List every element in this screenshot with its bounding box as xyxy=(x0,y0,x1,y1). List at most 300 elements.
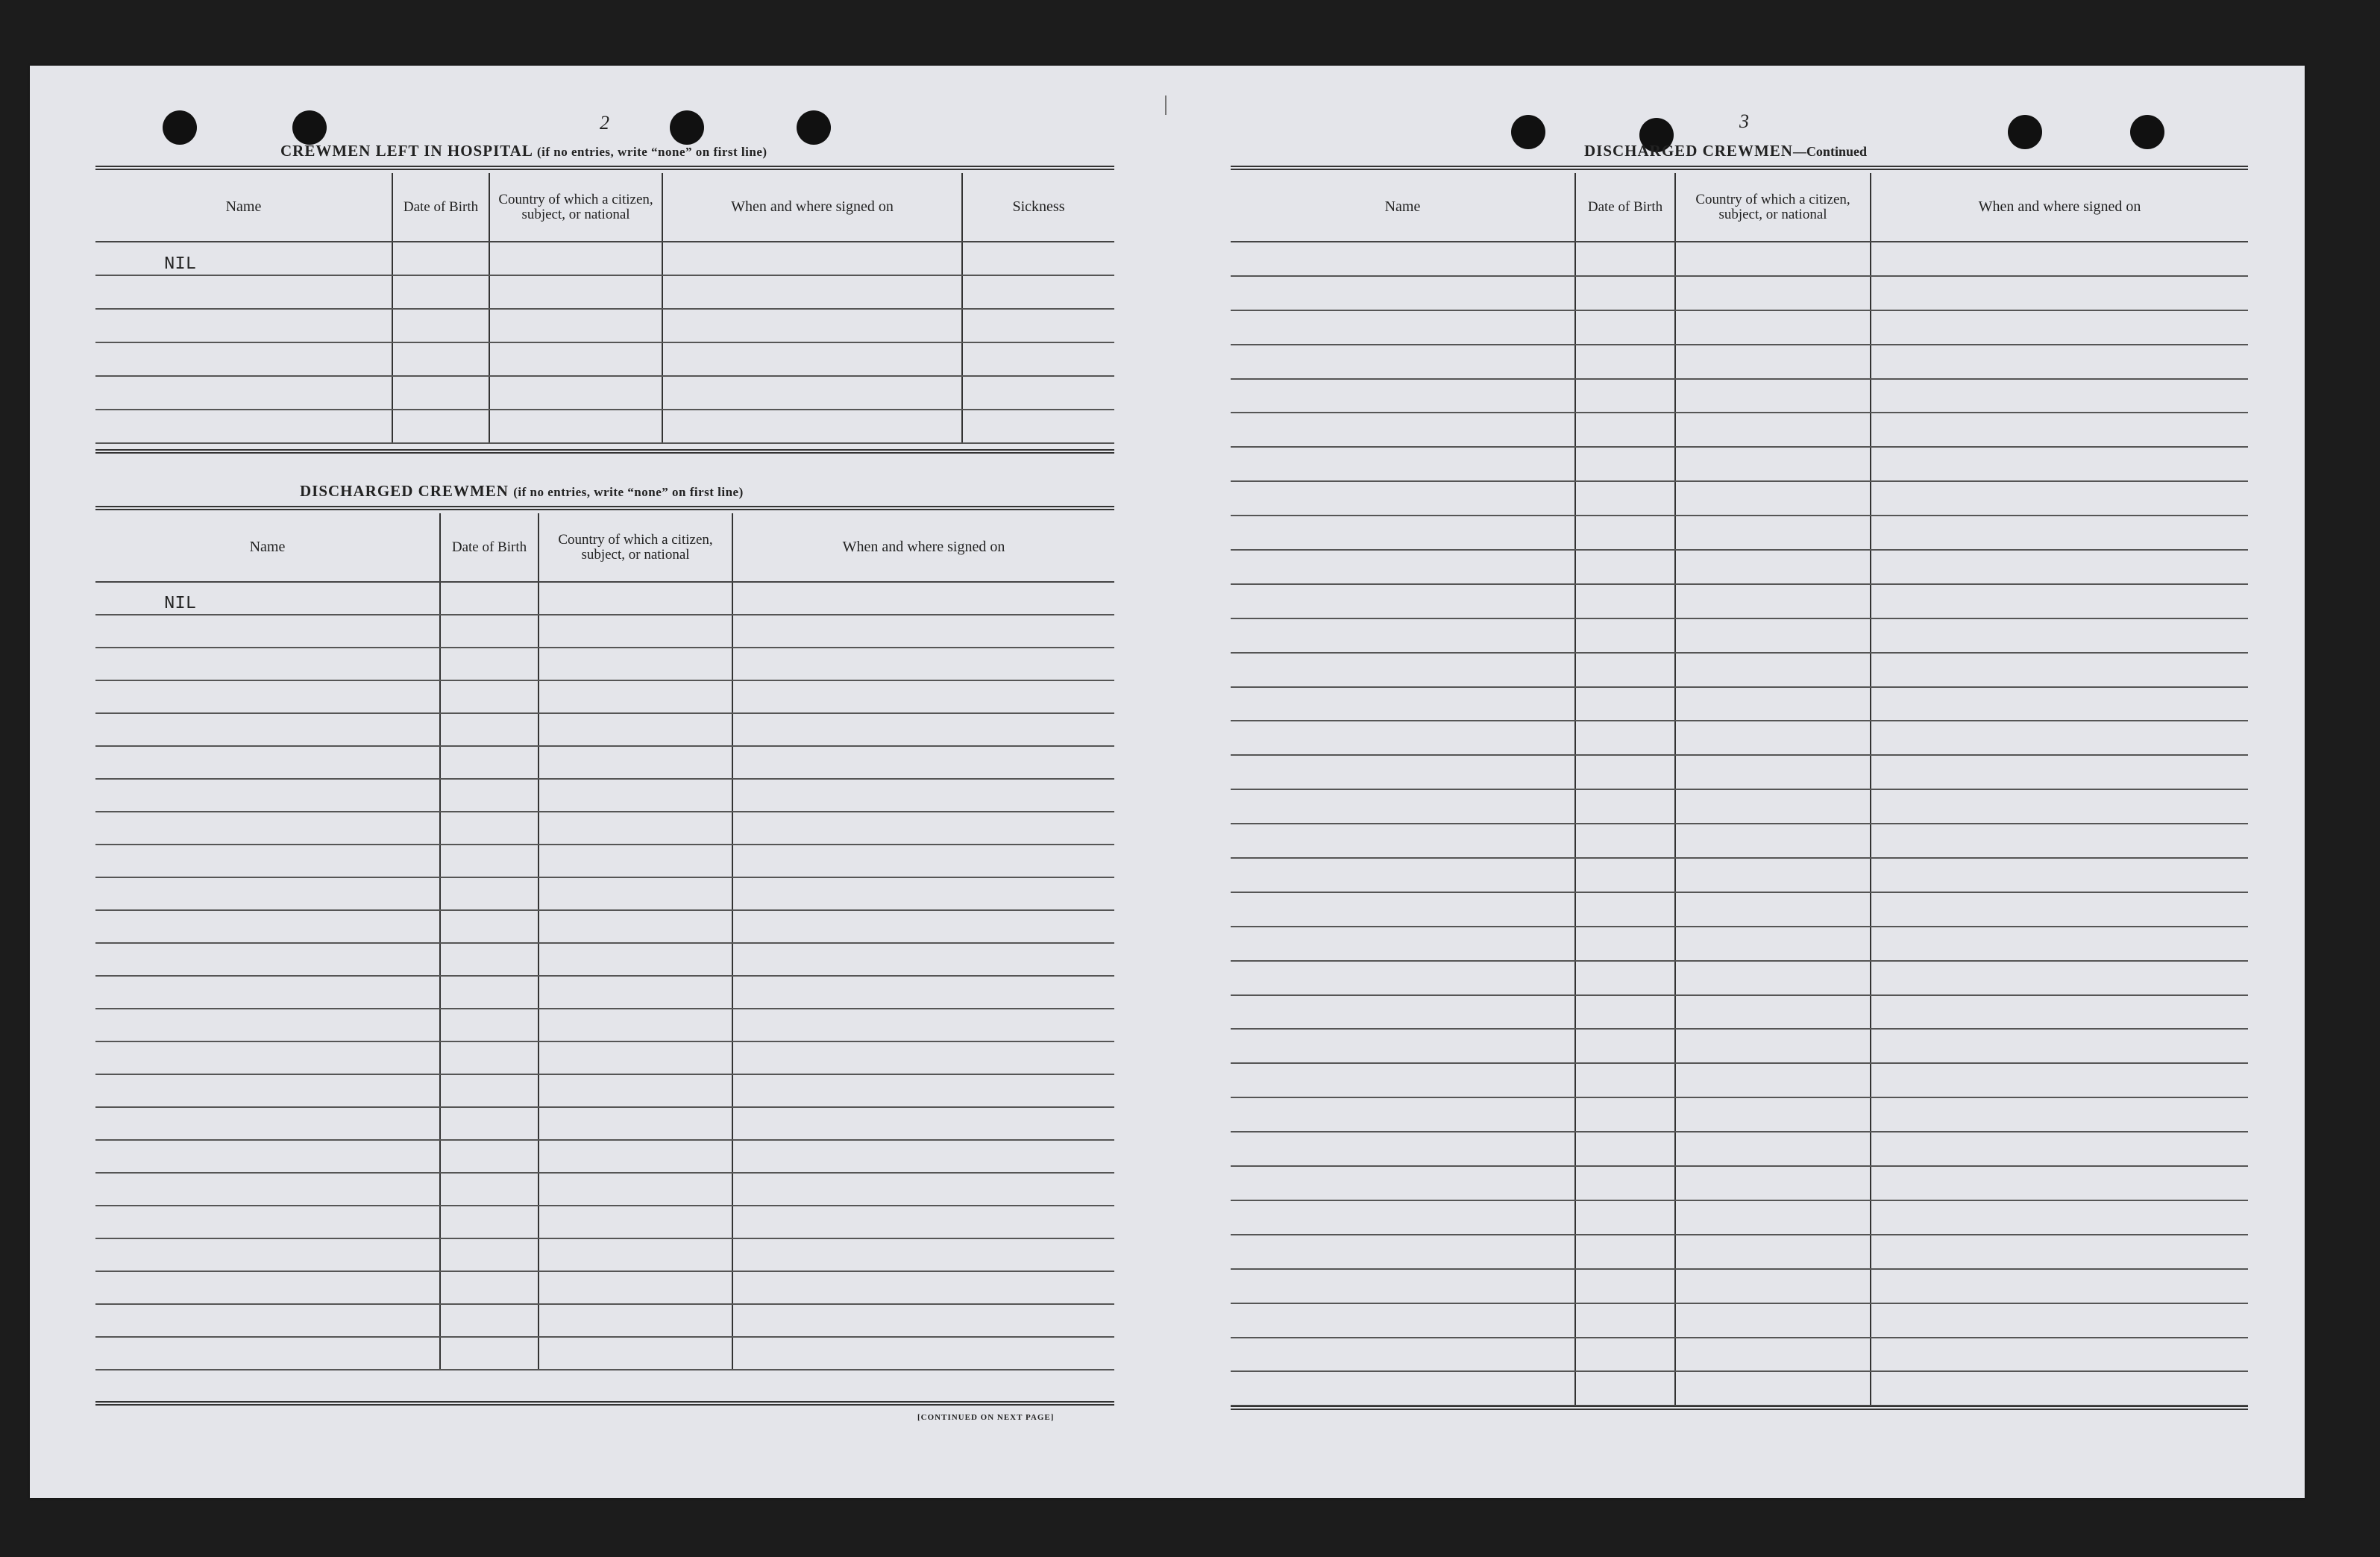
table-row xyxy=(95,1173,1114,1206)
table-cell xyxy=(1871,345,2248,379)
table-cell xyxy=(732,779,1114,812)
table-cell xyxy=(95,1238,440,1271)
table-cell xyxy=(440,1337,539,1370)
table-row xyxy=(95,275,1114,309)
table-row xyxy=(95,1009,1114,1041)
table-cell xyxy=(732,877,1114,910)
table-cell xyxy=(539,1074,732,1107)
rule-double xyxy=(95,1401,1114,1406)
table-cell xyxy=(1871,653,2248,687)
table-row xyxy=(95,877,1114,910)
table-cell xyxy=(732,1238,1114,1271)
table-cell xyxy=(1871,1200,2248,1235)
table-cell xyxy=(1231,1235,1575,1269)
continued-footnote: [CONTINUED ON NEXT PAGE] xyxy=(917,1413,1055,1422)
table-row xyxy=(95,376,1114,410)
table-cell xyxy=(1575,755,1675,789)
table-cell xyxy=(539,1206,732,1238)
table-cell xyxy=(95,1140,440,1173)
table-cell xyxy=(1675,721,1871,755)
table-cell xyxy=(1231,1303,1575,1338)
table-cell xyxy=(1231,379,1575,413)
table-cell xyxy=(440,680,539,713)
discharged-continued-title xyxy=(1584,142,1867,160)
table-cell xyxy=(539,1107,732,1140)
table-cell xyxy=(732,1140,1114,1173)
table-cell xyxy=(1675,755,1871,789)
header-country: Country of which a citizen, subject, or national xyxy=(489,173,662,242)
table-row xyxy=(1231,1097,2248,1132)
table-row xyxy=(1231,550,2248,584)
table-cell xyxy=(1231,618,1575,653)
table-cell xyxy=(1871,447,2248,481)
table-cell xyxy=(539,877,732,910)
table-row xyxy=(1231,1029,2248,1063)
discharged-continued-table xyxy=(1231,173,2248,1406)
table-cell xyxy=(1675,447,1871,481)
table-cell xyxy=(1231,345,1575,379)
table-cell xyxy=(440,1238,539,1271)
table-cell xyxy=(392,275,489,309)
table-cell xyxy=(440,582,539,615)
table-cell xyxy=(962,410,1114,443)
table-row xyxy=(1231,345,2248,379)
page-number: 2 xyxy=(600,112,609,134)
table-cell xyxy=(539,713,732,746)
rule-double xyxy=(95,506,1114,510)
table-cell xyxy=(1675,1200,1871,1235)
table-cell xyxy=(392,242,489,275)
table-cell xyxy=(1231,824,1575,858)
table-row xyxy=(95,812,1114,845)
table-cell xyxy=(95,275,392,309)
table-row xyxy=(1231,892,2248,927)
table-cell xyxy=(1575,892,1675,927)
table-cell xyxy=(1675,1269,1871,1303)
header-signed-on: When and where signed on xyxy=(1871,173,2248,242)
table-cell xyxy=(1575,721,1675,755)
table-cell xyxy=(539,910,732,943)
table-cell xyxy=(539,845,732,877)
table-cell xyxy=(732,976,1114,1009)
table-row xyxy=(95,242,1114,275)
table-cell xyxy=(1871,1303,2248,1338)
table-cell xyxy=(95,1304,440,1337)
table-cell xyxy=(489,376,662,410)
table-row xyxy=(1231,1132,2248,1166)
table-cell xyxy=(732,1009,1114,1041)
table-cell xyxy=(732,1041,1114,1074)
table-row xyxy=(1231,824,2248,858)
discharged-continued-title-text: DISCHARGED CREWMEN xyxy=(1584,142,1793,160)
header-country: Country of which a citizen, subject, or national xyxy=(1675,173,1871,242)
table-cell xyxy=(1575,310,1675,345)
table-cell xyxy=(732,746,1114,779)
table-cell xyxy=(440,976,539,1009)
table-cell xyxy=(1231,721,1575,755)
table-row xyxy=(95,1107,1114,1140)
table-cell xyxy=(1231,1338,1575,1372)
table-cell xyxy=(95,746,440,779)
table-cell xyxy=(440,943,539,976)
table-row xyxy=(95,680,1114,713)
table-cell xyxy=(440,713,539,746)
hospital-instruction: (if no entries, write “none” on first line) xyxy=(536,145,767,159)
table-cell xyxy=(1575,1303,1675,1338)
table-cell xyxy=(440,1206,539,1238)
table-cell xyxy=(662,410,962,443)
header-country: Country of which a citizen, subject, or national xyxy=(539,513,732,582)
table-cell xyxy=(1231,687,1575,721)
table-cell xyxy=(440,1107,539,1140)
table-cell xyxy=(1675,1235,1871,1269)
table-cell xyxy=(95,713,440,746)
table-cell xyxy=(1871,550,2248,584)
table-row xyxy=(95,1337,1114,1370)
table-cell xyxy=(732,648,1114,680)
table-cell xyxy=(1675,379,1871,413)
table-cell xyxy=(1871,1132,2248,1166)
table-cell xyxy=(440,1173,539,1206)
table-row xyxy=(95,410,1114,443)
table-cell xyxy=(1675,1371,1871,1406)
form-sheet xyxy=(30,66,2305,1498)
table-cell xyxy=(962,309,1114,342)
table-cell xyxy=(95,1107,440,1140)
table-cell xyxy=(95,1041,440,1074)
table-cell xyxy=(440,812,539,845)
table-cell xyxy=(95,680,440,713)
table-cell xyxy=(1871,927,2248,961)
table-cell xyxy=(662,275,962,309)
table-row xyxy=(1231,961,2248,995)
table-cell xyxy=(1575,1269,1675,1303)
table-cell xyxy=(732,943,1114,976)
table-cell xyxy=(1575,584,1675,618)
table-row xyxy=(1231,447,2248,481)
table-cell xyxy=(732,1337,1114,1370)
table-cell xyxy=(1575,1371,1675,1406)
table-cell xyxy=(95,1337,440,1370)
table-cell xyxy=(1675,858,1871,892)
table-cell xyxy=(1231,1029,1575,1063)
table-cell xyxy=(732,1107,1114,1140)
table-cell xyxy=(1675,310,1871,345)
table-cell xyxy=(732,615,1114,648)
table-cell xyxy=(732,1173,1114,1206)
table-cell xyxy=(1231,584,1575,618)
table-cell xyxy=(1675,345,1871,379)
table-cell xyxy=(1231,1371,1575,1406)
table-cell xyxy=(539,943,732,976)
table-cell xyxy=(1231,550,1575,584)
table-cell xyxy=(95,410,392,443)
table-cell xyxy=(1871,1166,2248,1200)
table-cell xyxy=(662,309,962,342)
table-cell xyxy=(1871,1269,2248,1303)
table-cell xyxy=(1871,789,2248,824)
header-sickness: Sickness xyxy=(962,173,1114,242)
table-cell xyxy=(95,845,440,877)
table-cell xyxy=(489,309,662,342)
table-cell xyxy=(440,1041,539,1074)
header-date-of-birth: Date of Birth xyxy=(440,513,539,582)
table-cell xyxy=(1871,516,2248,550)
table-cell xyxy=(95,648,440,680)
right-page xyxy=(1164,66,2305,1498)
table-cell xyxy=(1675,276,1871,310)
hospital-title-text: CREWMEN LEFT IN HOSPITAL xyxy=(280,142,533,160)
table-row xyxy=(1231,1235,2248,1269)
table-cell xyxy=(662,242,962,275)
header-row xyxy=(95,173,1114,242)
table-cell xyxy=(95,877,440,910)
table-cell xyxy=(1675,1132,1871,1166)
table-cell xyxy=(489,410,662,443)
table-cell xyxy=(1231,1269,1575,1303)
table-cell xyxy=(732,910,1114,943)
table-row xyxy=(95,1271,1114,1304)
table-row xyxy=(95,1140,1114,1173)
table-cell xyxy=(1575,481,1675,516)
table-row xyxy=(1231,481,2248,516)
table-cell xyxy=(1871,379,2248,413)
table-row xyxy=(95,615,1114,648)
table-cell xyxy=(962,342,1114,376)
table-cell xyxy=(1575,927,1675,961)
table-cell xyxy=(392,342,489,376)
table-cell xyxy=(1231,892,1575,927)
table-cell xyxy=(1871,721,2248,755)
table-cell xyxy=(1675,550,1871,584)
table-cell xyxy=(1871,1097,2248,1132)
table-cell xyxy=(1231,516,1575,550)
table-cell xyxy=(1231,858,1575,892)
table-cell: NIL xyxy=(95,242,392,275)
table-cell xyxy=(440,1271,539,1304)
table-cell xyxy=(1575,242,1675,276)
table-cell xyxy=(962,376,1114,410)
table-cell xyxy=(732,845,1114,877)
table-cell xyxy=(1675,824,1871,858)
table-cell xyxy=(95,342,392,376)
table-cell xyxy=(1675,961,1871,995)
table-row xyxy=(95,1304,1114,1337)
table-cell xyxy=(1675,1303,1871,1338)
table-cell xyxy=(440,615,539,648)
table-cell xyxy=(732,1206,1114,1238)
left-page xyxy=(30,66,1164,1498)
table-row xyxy=(1231,1063,2248,1097)
table-row xyxy=(1231,653,2248,687)
table-row xyxy=(95,910,1114,943)
table-cell xyxy=(1871,892,2248,927)
table-row xyxy=(95,582,1114,615)
table-cell xyxy=(1675,481,1871,516)
table-cell xyxy=(1575,618,1675,653)
table-cell xyxy=(1675,687,1871,721)
table-cell xyxy=(732,1304,1114,1337)
table-cell xyxy=(732,812,1114,845)
header-date-of-birth: Date of Birth xyxy=(392,173,489,242)
table-cell xyxy=(1871,618,2248,653)
table-cell xyxy=(95,615,440,648)
table-cell xyxy=(1231,1132,1575,1166)
table-row xyxy=(95,1074,1114,1107)
table-row xyxy=(1231,584,2248,618)
table-cell xyxy=(392,410,489,443)
table-cell xyxy=(1575,824,1675,858)
table-cell xyxy=(440,845,539,877)
table-row xyxy=(1231,995,2248,1030)
page-number: 3 xyxy=(1739,110,1749,132)
table-cell xyxy=(962,275,1114,309)
table-cell xyxy=(1575,858,1675,892)
table-cell xyxy=(1575,276,1675,310)
table-cell xyxy=(1575,789,1675,824)
table-cell xyxy=(1231,961,1575,995)
table-cell xyxy=(1675,1029,1871,1063)
table-cell xyxy=(1871,995,2248,1030)
table-row xyxy=(1231,618,2248,653)
table-row xyxy=(1231,1200,2248,1235)
table-cell xyxy=(95,1074,440,1107)
table-cell xyxy=(1871,858,2248,892)
table-cell xyxy=(1871,1235,2248,1269)
table-cell xyxy=(1575,995,1675,1030)
table-cell xyxy=(1871,961,2248,995)
table-cell xyxy=(440,910,539,943)
table-cell xyxy=(1871,1371,2248,1406)
table-cell xyxy=(440,1140,539,1173)
table-cell: NIL xyxy=(95,582,440,615)
table-row xyxy=(95,1206,1114,1238)
table-cell xyxy=(1675,1097,1871,1132)
table-cell xyxy=(440,1074,539,1107)
table-cell xyxy=(539,1271,732,1304)
table-cell xyxy=(1871,310,2248,345)
table-cell xyxy=(1231,276,1575,310)
table-row xyxy=(95,845,1114,877)
table-row xyxy=(1231,721,2248,755)
table-cell xyxy=(1231,927,1575,961)
table-cell xyxy=(440,779,539,812)
table-cell xyxy=(1575,516,1675,550)
table-cell xyxy=(1231,1063,1575,1097)
table-cell xyxy=(1231,653,1575,687)
table-row xyxy=(95,746,1114,779)
table-cell xyxy=(95,1206,440,1238)
table-cell xyxy=(1575,413,1675,447)
table-row xyxy=(1231,516,2248,550)
table-row xyxy=(1231,858,2248,892)
table-cell xyxy=(1871,755,2248,789)
table-cell xyxy=(539,1337,732,1370)
table-cell xyxy=(440,648,539,680)
table-cell xyxy=(1231,1200,1575,1235)
table-cell xyxy=(95,309,392,342)
continued-suffix: —Continued xyxy=(1792,144,1867,159)
table-cell xyxy=(95,1271,440,1304)
table-cell xyxy=(1675,1166,1871,1200)
table-row xyxy=(95,779,1114,812)
table-cell xyxy=(732,680,1114,713)
table-cell xyxy=(392,309,489,342)
header-signed-on: When and where signed on xyxy=(662,173,962,242)
table-cell xyxy=(539,976,732,1009)
table-cell xyxy=(1575,1200,1675,1235)
table-cell xyxy=(662,342,962,376)
table-row xyxy=(95,342,1114,376)
table-row xyxy=(1231,1269,2248,1303)
table-row xyxy=(95,1238,1114,1271)
table-cell xyxy=(95,779,440,812)
table-row xyxy=(1231,1166,2248,1200)
table-cell xyxy=(1575,687,1675,721)
table-cell xyxy=(1675,242,1871,276)
table-cell xyxy=(489,242,662,275)
table-row xyxy=(95,309,1114,342)
table-cell xyxy=(95,943,440,976)
table-cell xyxy=(1675,413,1871,447)
table-cell xyxy=(1231,413,1575,447)
header-row xyxy=(95,513,1114,582)
table-cell xyxy=(539,1238,732,1271)
table-cell xyxy=(489,342,662,376)
table-cell xyxy=(1675,995,1871,1030)
table-cell xyxy=(1575,653,1675,687)
table-row xyxy=(1231,1371,2248,1406)
table-cell xyxy=(1871,481,2248,516)
table-cell xyxy=(539,779,732,812)
table-cell xyxy=(539,615,732,648)
table-cell xyxy=(732,1271,1114,1304)
header-signed-on: When and where signed on xyxy=(732,513,1114,582)
table-cell xyxy=(1575,961,1675,995)
table-row xyxy=(95,648,1114,680)
rule-double xyxy=(95,166,1114,170)
table-cell xyxy=(539,1173,732,1206)
table-cell xyxy=(1675,789,1871,824)
table-cell xyxy=(1575,447,1675,481)
table-row xyxy=(1231,755,2248,789)
table-cell xyxy=(539,812,732,845)
table-cell xyxy=(95,1173,440,1206)
table-cell xyxy=(732,582,1114,615)
rule-double xyxy=(1231,1406,2248,1410)
discharged-instruction: (if no entries, write “none” on first line) xyxy=(513,485,744,499)
table-row xyxy=(1231,1303,2248,1338)
table-cell xyxy=(489,275,662,309)
table-row xyxy=(95,976,1114,1009)
table-cell xyxy=(1231,447,1575,481)
table-cell xyxy=(1575,1097,1675,1132)
table-cell xyxy=(95,976,440,1009)
table-cell xyxy=(539,1304,732,1337)
table-row xyxy=(95,943,1114,976)
header-date-of-birth: Date of Birth xyxy=(1575,173,1675,242)
table-cell xyxy=(962,242,1114,275)
table-cell xyxy=(95,910,440,943)
table-cell xyxy=(539,1041,732,1074)
table-row xyxy=(95,713,1114,746)
table-row xyxy=(1231,242,2248,276)
table-cell xyxy=(392,376,489,410)
table-cell xyxy=(1231,755,1575,789)
table-cell xyxy=(662,376,962,410)
table-cell xyxy=(1675,1063,1871,1097)
discharged-title-text: DISCHARGED CREWMEN xyxy=(300,482,509,500)
